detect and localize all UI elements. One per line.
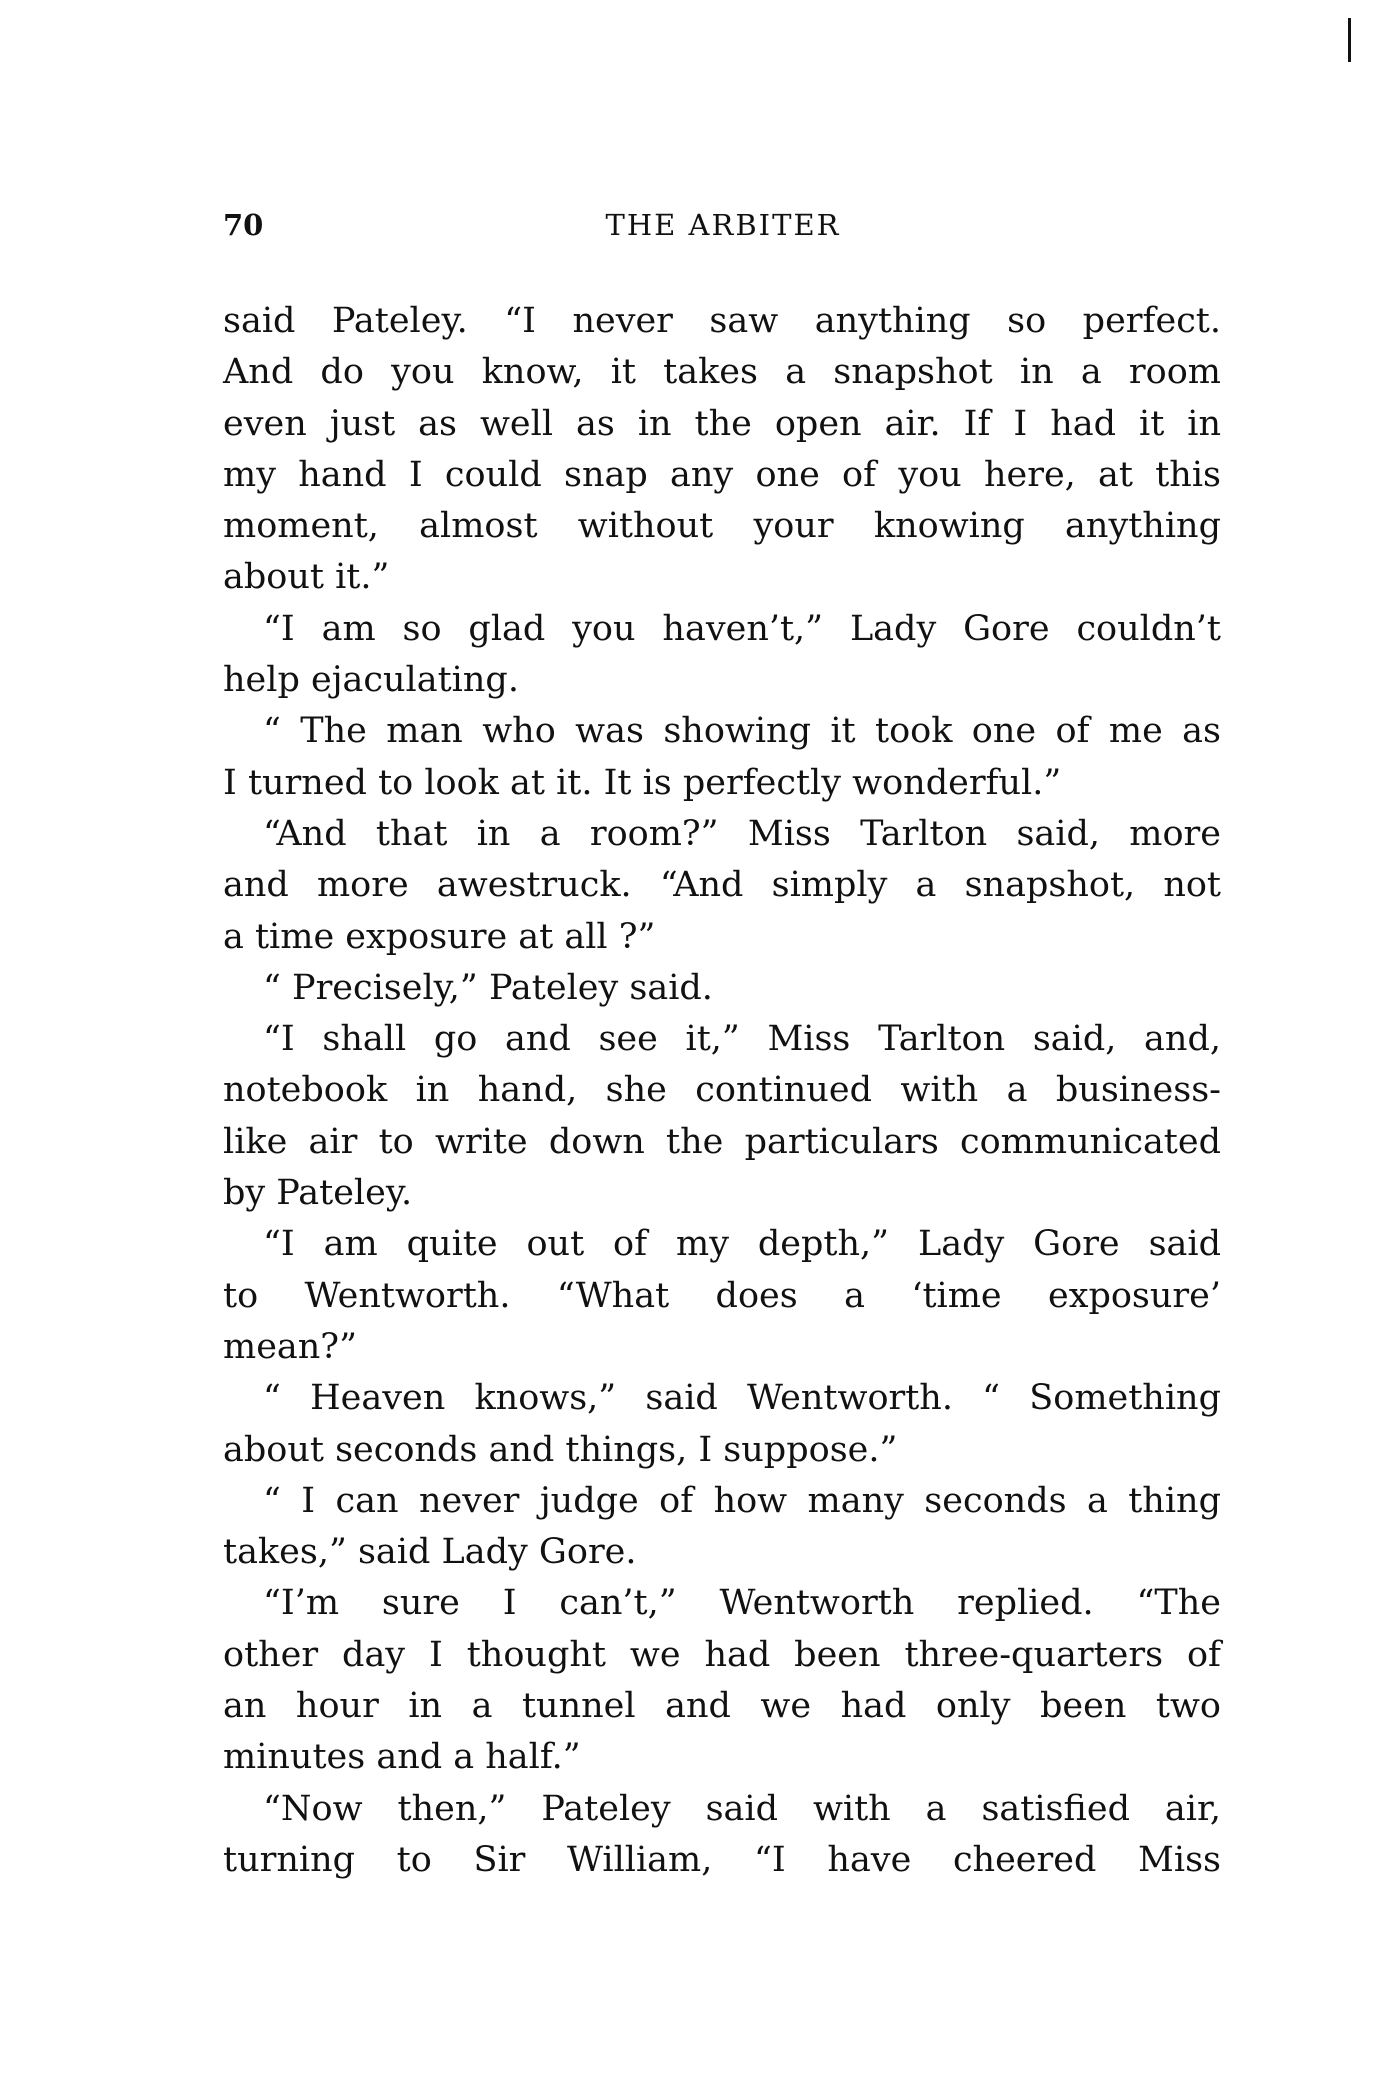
text-line: to Wentworth. “What does a ‘time exposure’ [223,1275,1221,1316]
text-line: And do you know, it takes a snapshot in a room [223,352,1221,393]
text-line: “ The man who was showing it took one of me as [263,711,1221,752]
page-header [223,208,1223,252]
text-line: “ I can never judge of how many seconds a thing [263,1480,1221,1521]
text-line: “I am so glad you haven’t,” Lady Gore couldn’t [263,608,1221,649]
text-line: my hand I could snap any one of you here, at this [223,454,1221,495]
text-line: “I’m sure I can’t,” Wentworth replied. “The [263,1583,1221,1624]
text-line: “ Heaven knows,” said Wentworth. “ Something [263,1378,1221,1419]
text-line: a time exposure at all ?” [223,916,656,957]
text-line: minutes and a half.” [223,1737,581,1778]
text-line: an hour in a tunnel and we had only been two [223,1686,1221,1727]
page-body-text [223,296,1221,1886]
text-line: about seconds and things, I suppose.” [223,1429,898,1470]
text-line: even just as well as in the open air. If I had it in [223,403,1221,444]
text-line: about it.” [223,557,390,598]
text-line: I turned to look at it. It is perfectly wonderful.” [223,762,1062,803]
text-line: help ejaculating. [223,660,519,701]
text-line: by Pateley. [223,1173,413,1214]
scan-margin-mark [1348,18,1351,62]
text-line: “Now then,” Pateley said with a satisfied air, [263,1788,1221,1829]
text-line: like air to write down the particulars communicated [223,1121,1221,1162]
text-line: “And that in a room?” Miss Tarlton said, more [263,813,1221,854]
text-line: and more awestruck. “And simply a snapshot, not [223,865,1221,906]
text-line: moment, almost without your knowing anything [223,506,1221,547]
running-title: THE ARBITER [605,208,841,242]
text-line: “ Precisely,” Pateley said. [263,967,713,1008]
text-line: takes,” said Lady Gore. [223,1532,637,1573]
text-line: mean?” [223,1326,357,1367]
text-line: “I shall go and see it,” Miss Tarlton said, and, [263,1019,1221,1060]
text-line: other day I thought we had been three-quarters of [223,1634,1221,1675]
text-line: turning to Sir William, “I have cheered Miss [223,1839,1221,1880]
page-number: 70 [223,208,264,242]
text-line: said Pateley. “I never saw anything so perfect. [223,301,1221,341]
text-line: notebook in hand, she continued with a business- [223,1070,1221,1111]
text-line: “I am quite out of my depth,” Lady Gore said [263,1224,1221,1265]
